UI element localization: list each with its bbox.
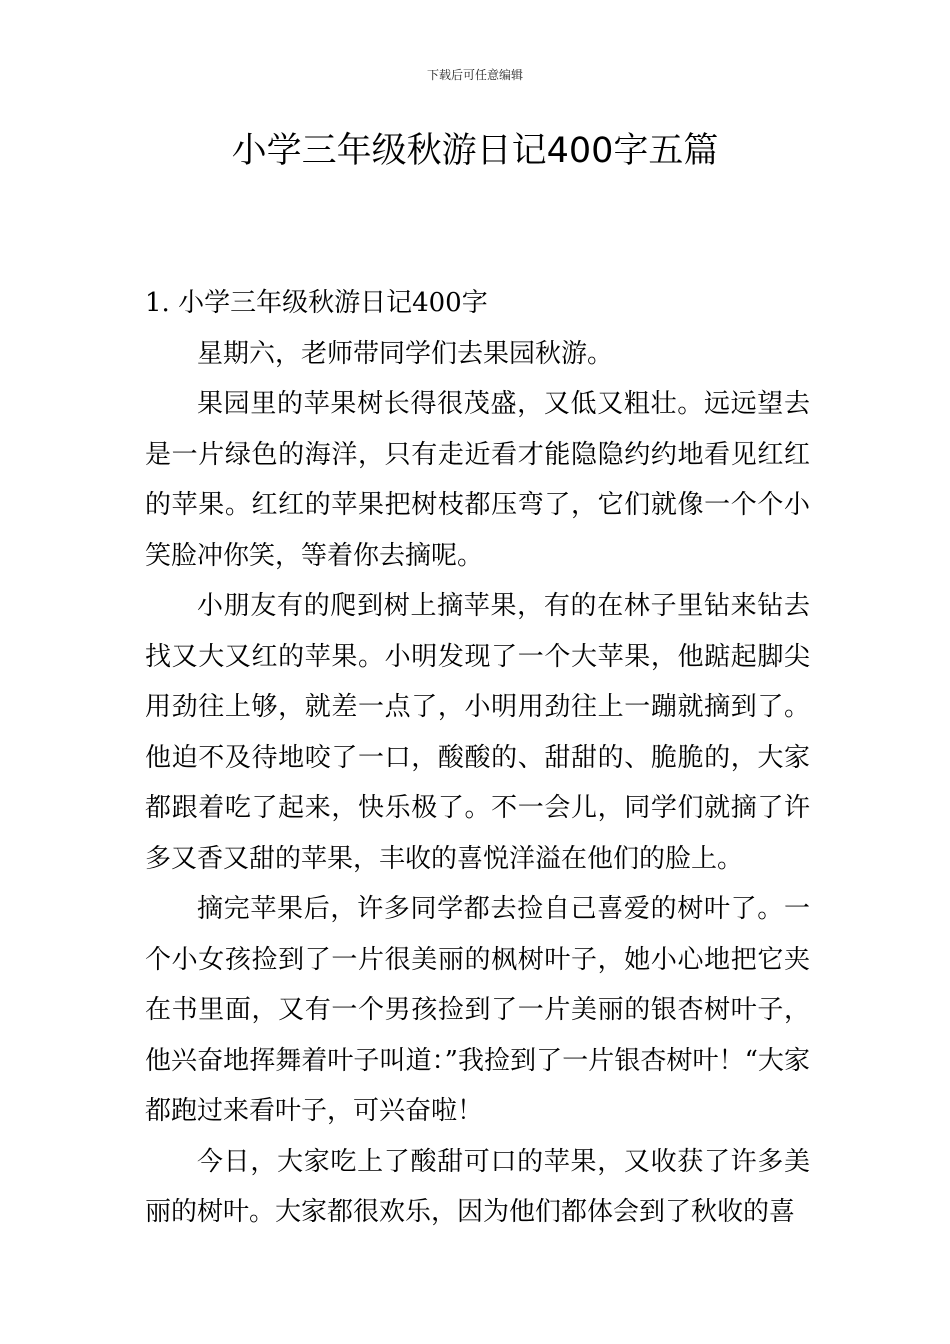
section-heading: 1. 小学三年级秋游日记400字 xyxy=(145,288,488,318)
document-body xyxy=(145,278,810,1238)
paragraph: 小朋友有的爬到树上摘苹果，有的在林子里钻来钻去找又大又红的苹果。小明发现了一个大苹果，他踮起脚尖用劲往上够，就差一点了，小明用劲往上一蹦就摘到了。他迫不及待地咬了一口，酸酸的、甜甜的、脆脆的，大家都跟着吃了起来，快乐极了。不一会儿，同学们就摘了许多又香又甜的苹果，丰收的喜悦洋溢在他们的脸上。 xyxy=(145,591,810,874)
paragraph: 星期六，老师带同学们去果园秋游。 xyxy=(197,338,614,369)
paragraph: 果园里的苹果树长得很茂盛，又低又粗壮。远远望去是一片绿色的海洋，只有走近看才能隐隐约约地看见红红的苹果。红红的苹果把树枝都压弯了，它们就像一个个小笑脸冲你笑，等着你去摘呢。 xyxy=(145,389,810,571)
paragraph: 今日，大家吃上了酸甜可口的苹果，又收获了许多美丽的树叶。大家都很欢乐，因为他们都体会到了秋收的喜 xyxy=(145,1146,810,1227)
paragraph: 摘完苹果后，许多同学都去捡自己喜爱的树叶了。一个小女孩捡到了一片很美丽的枫树叶子，她小心地把它夹在书里面，又有一个男孩捡到了一片美丽的银杏树叶子，他兴奋地挥舞着叶子叫道：”我捡到了一片银杏树叶！“大家都跑过来看叶子，可兴奋啦！ xyxy=(145,894,810,1126)
header-note: 下载后可任意编辑 xyxy=(426,68,523,82)
document-title: 小学三年级秋游日记400字五篇 xyxy=(231,131,719,171)
